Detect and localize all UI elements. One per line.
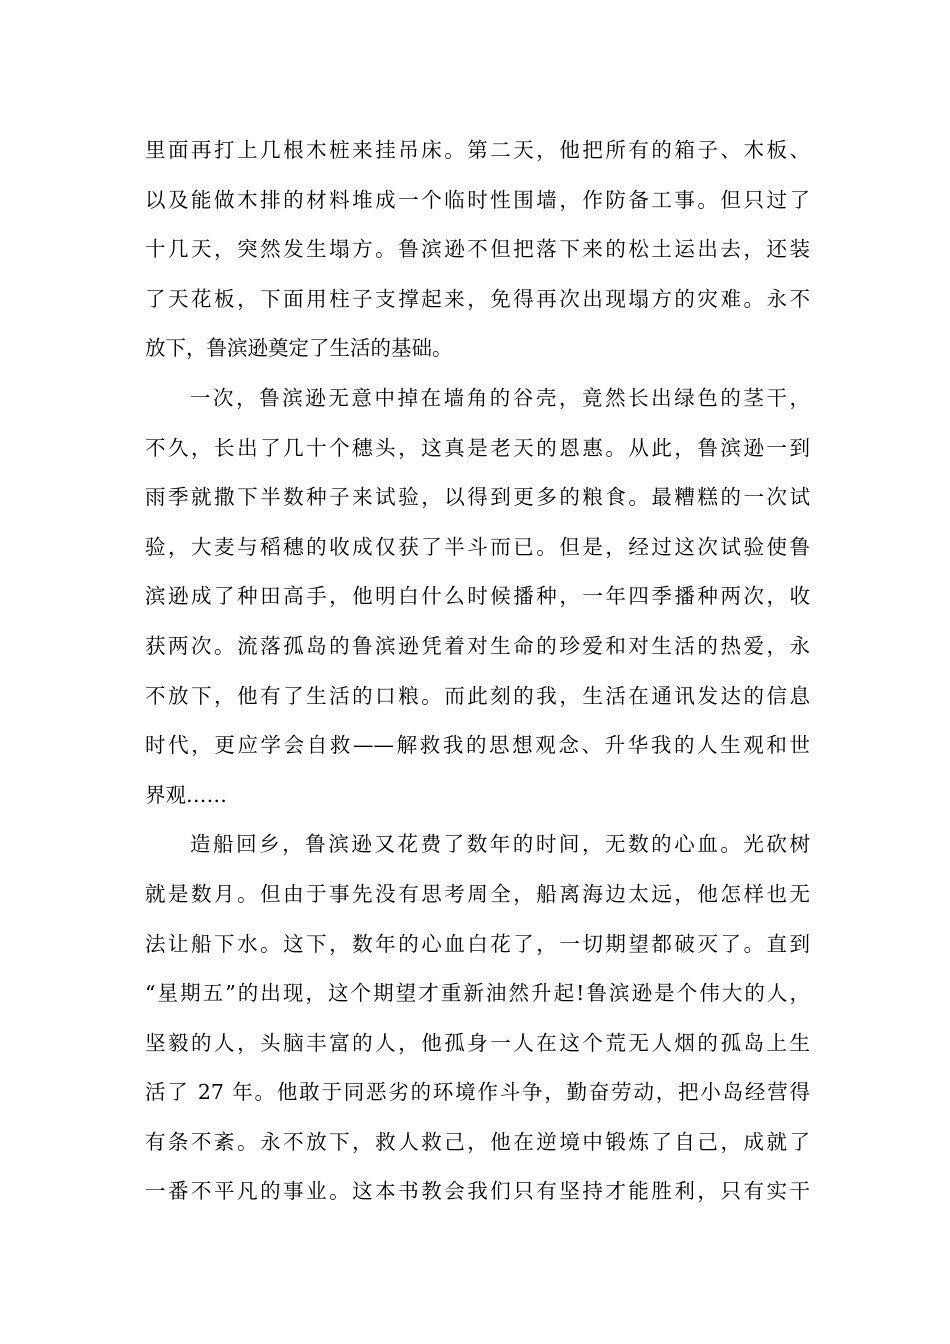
- text-line: 一番不平凡的事业。这本书教会我们只有坚持才能胜利，只有实干: [145, 1179, 810, 1204]
- text-line: 获两次。流落孤岛的鲁滨逊凭着对生命的珍爱和对生活的热爱，永: [145, 633, 810, 658]
- text-line: 不久，长出了几十个穗头，这真是老天的恩惠。从此，鲁滨逊一到: [145, 435, 810, 460]
- text-line: 了天花板，下面用柱子支撑起来，免得再次出现塌方的灾难。永不: [145, 286, 810, 311]
- text-line: 造船回乡，鲁滨逊又花费了数年的时间，无数的心血。光砍树: [190, 832, 810, 857]
- text-line: 验，大麦与稻穗的收成仅获了半斗而已。但是，经过这次试验使鲁: [145, 534, 810, 559]
- text-line: 界观……: [145, 782, 227, 807]
- document-page: [145, 126, 810, 1217]
- text-line: 以及能做木排的材料堆成一个临时性围墙，作防备工事。但只过了: [145, 187, 810, 212]
- text-line: 雨季就撒下半数种子来试验，以得到更多的粮食。最糟糕的一次试: [145, 485, 810, 510]
- text-line: 放下，鲁滨逊奠定了生活的基础。: [145, 336, 453, 361]
- text-line: 法让船下水。这下，数年的心血白花了，一切期望都破灭了。直到: [145, 931, 810, 956]
- text-line: 活了 27 年。他敢于同恶劣的环境作斗争，勤奋劳动，把小岛经营得: [145, 1080, 810, 1105]
- text-line: 一次，鲁滨逊无意中掉在墙角的谷壳，竟然长出绿色的茎干，: [190, 385, 810, 410]
- text-line: 有条不紊。永不放下，救人救己，他在逆境中锻炼了自己，成就了: [145, 1129, 810, 1154]
- paragraph-1: [145, 126, 810, 374]
- text-line: 不放下，他有了生活的口粮。而此刻的我，生活在通讯发达的信息: [145, 683, 810, 708]
- text-line: 就是数月。但由于事先没有思考周全，船离海边太远，他怎样也无: [145, 881, 810, 906]
- paragraph-2: [145, 374, 810, 820]
- text-line: “星期五”的出现，这个期望才重新油然升起!鲁滨逊是个伟大的人，: [145, 981, 810, 1006]
- text-line: 滨逊成了种田高手，他明白什么时候播种，一年四季播种两次，收: [145, 584, 810, 609]
- text-line: 时代，更应学会自救——解救我的思想观念、升华我的人生观和世: [145, 733, 810, 758]
- text-line: 里面再打上几根木桩来挂吊床。第二天，他把所有的箱子、木板、: [145, 138, 810, 162]
- paragraph-3: [145, 820, 810, 1217]
- text-line: 坚毅的人，头脑丰富的人，他孤身一人在这个荒无人烟的孤岛上生: [145, 1030, 810, 1055]
- text-line: 十几天，突然发生塌方。鲁滨逊不但把落下来的松土运出去，还装: [145, 237, 810, 262]
